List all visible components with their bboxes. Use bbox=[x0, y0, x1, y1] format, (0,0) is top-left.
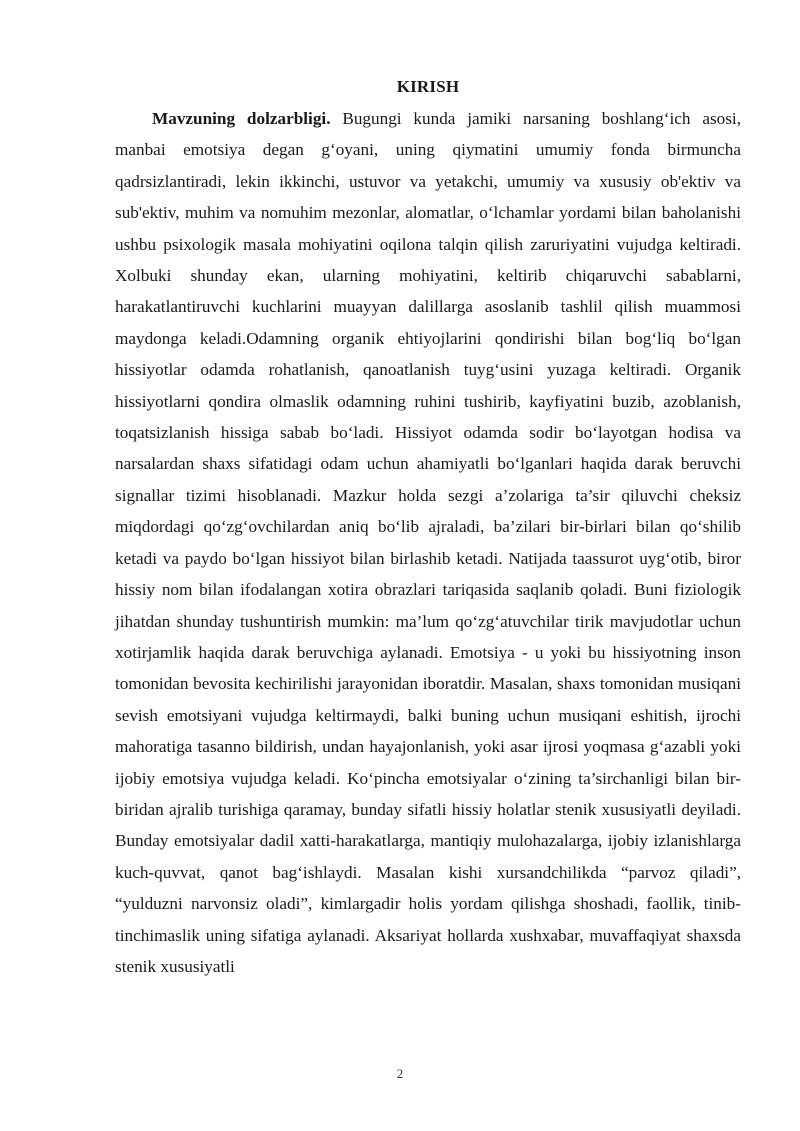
paragraph-text: Bugungi kunda jamiki narsaning boshlang‘ich asosi, manbai emotsiya degan g‘oyani, uning qiymatini umumiy fonda birmuncha qadrsizlantiradi, lekin ikkinchi, ustuvor va yetakchi, umumiy va xususiy ob'ektiv va sub'ektiv, muhim va nomuhim mezonlar, alomatlar, o‘lchamlar yordami bilan baholanishi ushbu psixologik masala mohiyatini oqilona talqin qilish zaruriyatini vujudga keltiradi. Xolbuki shunday ekan, ularning mohiyatini, keltirib chiqaruvchi sabablarni, harakatlantiruvchi kuchlarini muayyan dalillarga asoslanib tashlil qilish muammosi maydonga keladi.Odamning organik ehtiyojlarini qondirishi bilan bog‘liq bo‘lgan hissiyotlar odamda rohatlanish, qanoatlanish tuyg‘usini yuzaga keltiradi. Organik hissiyotlarni qondira olmaslik odamning ruhini tushirib, kayfiyatini buzib, azoblanish, toqatsizlanish hissiga sabab bo‘ladi. Hissiyot odamda sodir bo‘layotgan hodisa va narsalardan shaxs sifatidagi odam uchun ahamiyatli bo‘lganlari haqida darak beruvchi signallar tizimi hisoblanadi. Mazkur holda sezgi a’zolariga ta’sir qiluvchi cheksiz miqdordagi qo‘zg‘ovchilardan aniq bo‘lib ajraladi, ba’zilari bir-birlari bilan qo‘shilib ketadi va paydo bo‘lgan hissiyot bilan birlashib ketadi. Natijada taassurot uyg‘otib, biror hissiy nom bilan ifodalangan xotira obrazlari tariqasida saqlanib qoladi. Buni fiziologik jihatdan shunday tushuntirish mumkin: ma’lum qo‘zg‘atuvchilar tirik mavjudotlar uchun xotirjamlik haqida darak beruvchiga aylanadi. Emotsiya - u yoki bu hissiyotning inson tomonidan bevosita kechirilishi jarayonidan iboratdir. Masalan, shaxs tomonidan musiqani sevish emotsiyani vujudga keltirmaydi, balki buning uchun musiqani eshitish, ijrochi mahoratiga tasanno bildirish, undan hayajonlanish, yoki asar ijrosi yoqmasa g‘azabli yoki ijobiy emotsiya vujudga keladi. Ko‘pincha emotsiyalar o‘zining ta’sirchanligi bilan bir-biridan ajralib turishiga qaramay, bunday sifatli hissiy holatlar stenik xususiyatli deyiladi. Bunday emotsiyalar dadil xatti-harakatlarga, mantiqiy mulohazalarga, ijobiy izlanishlarga kuch-quvvat, qanot bag‘ishlaydi. Masalan kishi xursandchilikda “parvoz qiladi”, “yulduzni narvonsiz oladi”, kimlargadir holis yordam qilishga shoshadi, faollik, tinib-tinchimaslik uning sifatiga aylanadi. Aksariyat hollarda xushxabar, muvaffaqiyat shaxsda stenik xususiyatli bbox=[115, 109, 742, 976]
document-page bbox=[115, 73, 741, 982]
lead-phrase: Mavzuning dolzarbligi. bbox=[152, 109, 331, 128]
section-heading: KIRISH bbox=[396, 77, 460, 96]
page-number: 2 bbox=[396, 1066, 404, 1081]
body-paragraph bbox=[115, 103, 741, 982]
